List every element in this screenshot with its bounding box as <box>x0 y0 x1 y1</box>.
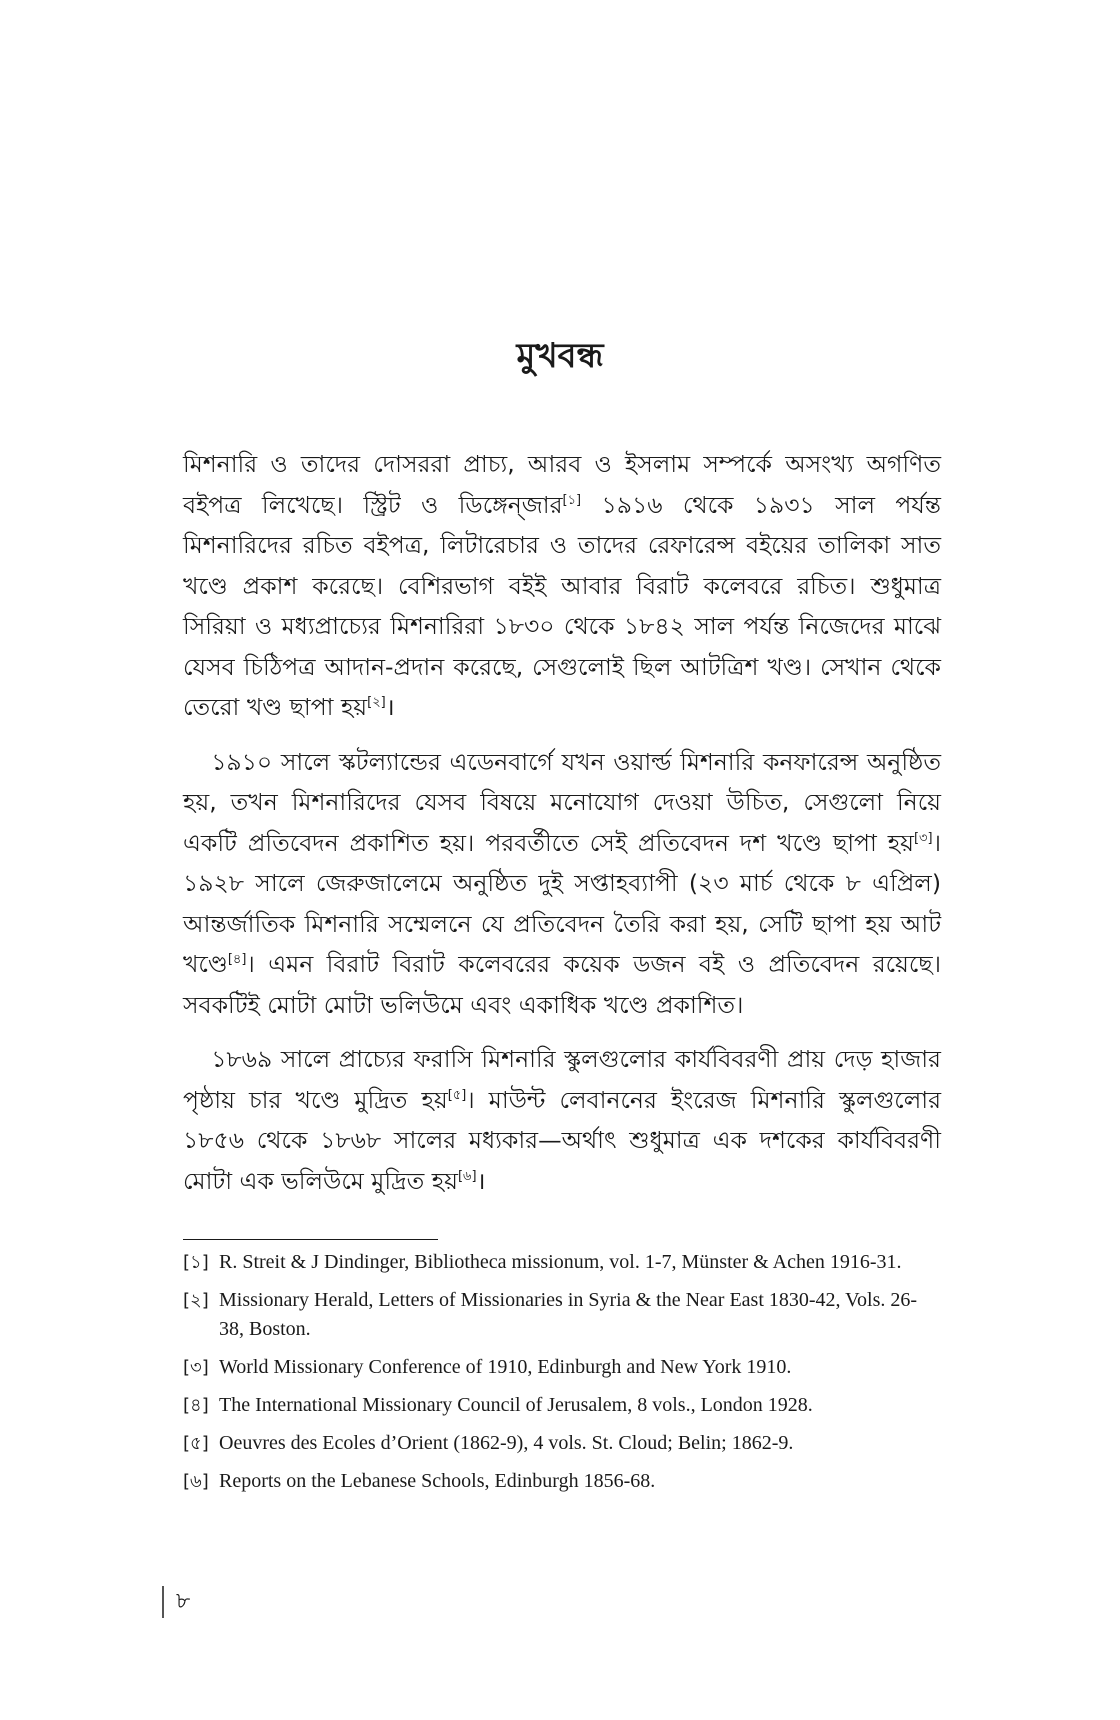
paragraph-2 <box>183 742 941 1026</box>
paragraph-1 <box>183 444 941 728</box>
footnote-text: World Missionary Conference of 1910, Edinburgh and New York 1910. <box>219 1356 792 1378</box>
paragraph-text: ১৯১০ সালে স্কটল্যান্ডের এডেনবার্গে যখন ওয়ার্ল্ড মিশনারি কনফারেন্স অনুষ্ঠিত হয়, তখন মিশনারিদের যেসব বিষয়ে মনোযোগ দেওয়া উচিত, সেগুলো নিয়ে একটি প্রতিবেদন প্রকাশিত হয়। পরবর্তীতে সেই প্রতিবেদন দশ খণ্ডে ছাপা হয় <box>183 747 941 857</box>
footnote-number: [১] <box>183 1252 209 1273</box>
footnote-number: [৪] <box>183 1395 209 1416</box>
page-number: ৮ <box>176 1589 191 1614</box>
footnote-number: [৩] <box>183 1357 209 1378</box>
footnote-text: Missionary Herald, Letters of Missionaries in Syria & the Near East 1830-42, Vols. 26-38, Boston. <box>219 1289 918 1340</box>
paragraph-text: ১৮৬৯ সালে প্রাচ্যের ফরাসি মিশনারি স্কুলগুলোর কার্যবিবরণী প্রায় দেড় হাজার পৃষ্ঠায় চার খণ্ডে মুদ্রিত হয় <box>183 1045 941 1114</box>
footnote-ref-4: [৪] <box>227 952 247 967</box>
footnote-number: [৬] <box>183 1471 209 1492</box>
footnote-ref-1: [১] <box>562 492 582 508</box>
footnote-text: The International Missionary Council of Jerusalem, 8 vols., London 1928. <box>219 1394 813 1416</box>
paragraph-text: ১৯১৬ থেকে ১৯৩১ সাল পর্যন্ত মিশনারিদের রচিত বইপত্র, লিটারেচার ও তাদের রেফারেন্স বইয়ের তালিকা সাত খণ্ডে প্রকাশ করেছে। বেশিরভাগ বইই আবার বিরাট কলেবরে রচিত। শুধুমাত্র সিরিয়া ও মধ্যপ্রাচ্যের মিশনারিরা ১৮৩০ থেকে ১৮৪২ সাল পর্যন্ত নিজেদের মাঝে যেসব চিঠিপত্র আদান-প্রদান করেছে, সেগুলোই ছিল আটত্রিশ খণ্ড। সেখান থেকে তেরো খণ্ড ছাপা হয় <box>183 490 942 721</box>
page-title: মুখবন্ধ <box>516 336 604 376</box>
footnote-4 <box>183 1391 941 1420</box>
paragraph-text: । ১৯২৮ সালে জেরুজালেমে অনুষ্ঠিত দুই সপ্তাহব্যাপী (২৩ মার্চ থেকে ৮ এপ্রিল) আন্তর্জাতিক মিশনারি সম্মেলনে যে প্রতিবেদন তৈরি করা হয়, সেটি ছাপা হয় আট খণ্ডে <box>183 828 941 978</box>
footnote-number: [৫] <box>183 1433 209 1454</box>
footnotes <box>183 1248 941 1505</box>
footnote-ref-5: [৫] <box>447 1087 467 1103</box>
footnote-ref-6: [৬] <box>457 1168 477 1184</box>
footnote-3 <box>183 1353 941 1382</box>
footnote-text: R. Streit & J Dindinger, Bibliotheca missionum, vol. 1-7, Münster & Achen 1916-31. <box>219 1251 902 1273</box>
footnote-number: [২] <box>183 1290 209 1311</box>
footnote-ref-3: [৩] <box>913 830 933 846</box>
footnote-6 <box>183 1467 941 1496</box>
body-text <box>183 444 941 1215</box>
paragraph-3 <box>183 1039 941 1201</box>
paragraph-text: মিশনারি ও তাদের দোসররা প্রাচ্য, আরব ও ইসলাম সম্পর্কে অসংখ্য অগণিত বইপত্র লিখেছে। স্ট্রিট ও ডিঙ্গেন্‌জার <box>183 450 941 519</box>
footnote-text: Oeuvres des Ecoles d’Orient (1862-9), 4 vols. St. Cloud; Belin; 1862-9. <box>219 1432 794 1454</box>
paragraph-text: । এমন বিরাট বিরাট কলেবরের কয়েক ডজন বই ও প্রতিবেদন রয়েছে। সবকটিই মোটা মোটা ভলিউমে এবং একাধিক খণ্ডে প্রকাশিত। <box>183 950 941 1019</box>
paragraph-text: । মাউন্ট লেবাননের ইংরেজ মিশনারি স্কুলগুলোর ১৮৫৬ থেকে ১৮৬৮ সালের মধ্যকার—অর্থাৎ শুধুমাত্র এক দশকের কার্যবিবরণী মোটা এক ভলিউমে মুদ্রিত হয় <box>183 1085 941 1195</box>
footnote-ref-2: [২] <box>367 695 386 710</box>
footnote-1 <box>183 1248 941 1277</box>
paragraph-text: । <box>385 693 395 721</box>
footnote-5 <box>183 1429 941 1458</box>
page-number-rule <box>162 1586 164 1618</box>
footnote-divider <box>183 1239 438 1240</box>
footnote-2 <box>183 1286 941 1344</box>
paragraph-text: । <box>476 1166 486 1195</box>
footnote-text: Reports on the Lebanese Schools, Edinburgh 1856-68. <box>219 1470 656 1492</box>
